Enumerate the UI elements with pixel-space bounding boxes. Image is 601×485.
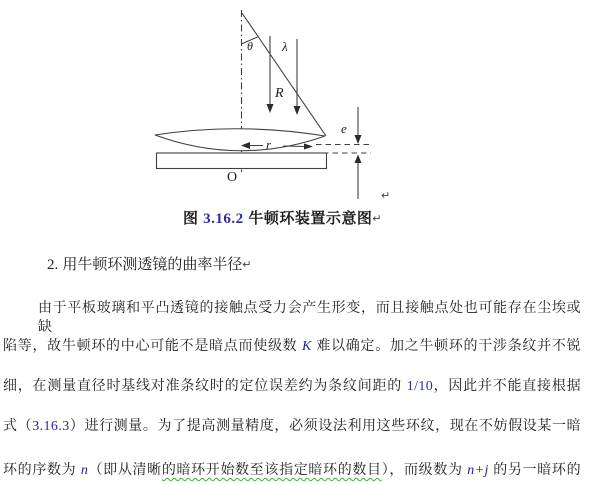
text-segment: K [302,339,312,354]
paragraph-mark: ↵ [381,189,391,202]
paragraph-mark: ↵ [372,213,383,225]
paragraph-line [3,298,581,336]
paragraph-line [3,460,581,480]
lambda-label: λ [282,39,288,54]
text-segment: 难以确定。加之牛顿环的干涉条纹并不锐 [311,337,581,353]
text-segment: ），而级数为 [381,461,468,477]
text-segment: 环的序数为 [3,461,81,477]
theta-label: θ [247,39,253,53]
paragraph-line [3,376,581,396]
text-segment: 3.16.3 [32,419,70,434]
caption-figure-word: 图 [183,210,204,227]
caption-figure-number: 3.16.2 [203,211,244,227]
paragraph-line [3,336,581,356]
text-segment: ，因此并不能直接根据 [433,377,581,393]
text-segment: ）进行测量。为了提高测量精度，必须设法利用这些环纹，现在不妨假设某一暗 [69,417,581,433]
gap-label: e [341,121,347,136]
grammar-flagged-text: 的暗环开始数至该指定暗环的数目 [161,461,382,477]
heading-text: 用牛顿环测透镜的曲率半径 [58,256,243,273]
text-segment: 细，在测量直径时基线对准条纹时的定位误差约为条纹间距的 [3,377,407,393]
text-segment: 1/10 [406,379,434,394]
radius-label: R [275,86,284,101]
text-segment: （即从清晰 [88,461,162,477]
text-segment: 的另一暗环的 [488,461,581,477]
text-segment: 式（ [3,417,33,433]
r-label: r [266,137,272,152]
origin-label: O [227,170,238,185]
text-segment: 陷等，故牛顿环的中心可能不是暗点而使级数 [3,337,302,353]
heading-number: 2. [47,257,59,273]
text-segment: 由于平板玻璃和平凸透镜的接触点受力会产生形变，而且接触点处也可能存在尘埃或缺 [38,299,581,334]
text-segment: n [80,463,89,478]
paragraph-mark: ↵ [242,259,252,271]
caption-title: 牛顿环装置示意图 [243,210,373,227]
text-segment: n+j [467,463,489,478]
paragraph-line [3,416,581,436]
